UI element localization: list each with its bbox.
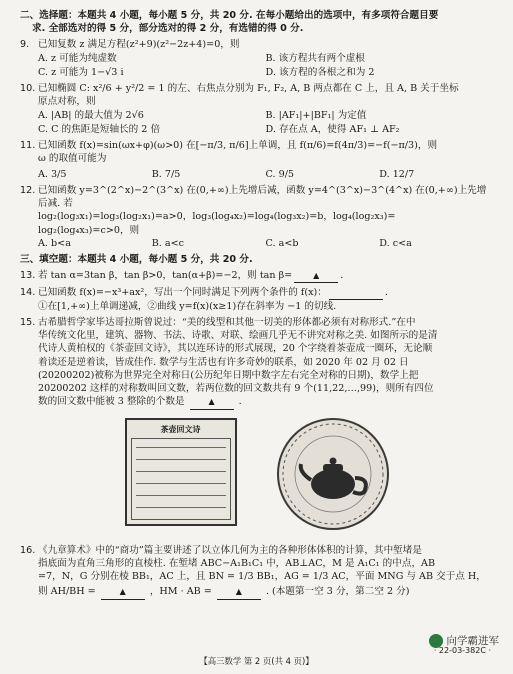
option-d: D. 12/7: [379, 168, 415, 180]
question-15: 15. 古希腊哲学家毕达哥拉斯曾说过：“美的线型和其他一切美的形体都必须有对称形式.”在中 华传统文化里，建筑、器物、书法、诗歌、对联、绘画几乎无不讲究对称之美. 如图所示的是清 代诗人黄柏权的《茶壶回文诗》，其以连环诗的形式展现，20 个字绕着茶壶成一圈环，无论顺 着读还是逆着读，皆成佳作. 数学与生活也有许多奇妙的联系，如 2020 年 02 月 02 日 (20200202)被称为世界完全对称日(公历纪年日期中数字左右完全对称的日期)，数学上把 20200202 这样的对称数叫回文数，若两位数的回文数共有 9 个(11,22,…,99)，则所有四位 数的回文数中能被 3 整除的个数是 ▲ .: [20, 316, 493, 410]
question-11: 11. 已知函数 f(x)=sin(ωx+φ)(ω>0) 在[−π/3, π/6]上单调，且 f(π/6)=f(4π/3)=−f(−π/3)，则 ω 的取值可能为 A. 3/5 B. 7/5 C. 9/5 D. 12/7: [20, 139, 493, 181]
option-a: A. |AB| 的最大值为 2√6: [38, 109, 144, 121]
question-10: 10. 已知椭圆 C: x²/6 + y²/2 = 1 的左、右焦点分别为 F₁, F₂, A, B 两点都在 C 上，且 A, B 关于坐标 原点对称，则 A. |AB| 的最大值为 2√6 B. |AF₁|+|BF₁| 为定值 C. C 的焦距是短轴长的 2 倍 D. 存在点 A，使得 AF₁ ⊥ AF₂: [20, 82, 493, 136]
question-16: 16. 《九章算术》中的“商功”篇主要讲述了以立体几何为主的各种形体体积的计算，其中堑堵是 指底面为直角三角形的直棱柱. 在堑堵 ABC−A₁B₁C₁ 中，AB⊥AC，M 是 A₁C₁ 的中点，AB =7，N，G 分别在棱 BB₁，AC 上，且 BN = 1/3 BB₁，AG = 1/3 AC，平面 MNG 与 AB 交于点 H， 则 AH/BH = ▲ ，HM · AB = ▲ . (本题第一空 3 分，第二空 2 分): [20, 544, 493, 600]
option-d: D. 存在点 A，使得 AF₁ ⊥ AF₂: [265, 123, 400, 135]
question-12: 12. 已知函数 y=3^(2^x)−2^(3^x) 在(0,+∞)上先增后减，函数 y=4^(3^x)−3^(4^x) 在(0,+∞)上先增后减. 若 log₂(log₃x₁)=log₃(log₂x₁)=a>0，log₃(log₄x₂)=log₄(log₃x₂)=b，log₄(log₂x₃)= log₂(log₄x₃)=c>0，则 A. b<a B. a<c C. a<b D. c<a: [20, 184, 493, 250]
teapot-poem-image: [277, 418, 389, 530]
paper-code: · 22-03-382C ·: [433, 645, 491, 655]
marker-icon: ▲: [313, 271, 320, 281]
section-3-header: 三、填空题：本题共 4 小题，每小题 5 分，共 20 分.: [20, 253, 253, 265]
answer-blank[interactable]: [329, 286, 383, 299]
poster-text-block: [131, 438, 231, 520]
answer-blank[interactable]: [294, 269, 338, 283]
option-a: A. 3/5: [38, 168, 67, 180]
marker-icon: ▲: [208, 397, 215, 407]
watermark: 向学霸进军: [429, 634, 500, 648]
option-b: B. 7/5: [151, 168, 181, 180]
poem-poster-image: 茶壶回文诗: [125, 418, 237, 526]
option-b: B. a<c: [151, 237, 185, 249]
section-2-header: 二、选择题：本题共 4 小题，每小题 5 分，共 20 分. 在每小题给出的选项中，有多项符合题目要 求. 全部选对的得 5 分，部分选对的得 2 分，有选错的得 0 分.: [20, 10, 439, 35]
option-c: C. z 可能为 1−√3 i: [38, 66, 124, 78]
figure-row: [20, 418, 493, 530]
answer-blank-2[interactable]: [217, 585, 261, 599]
marker-icon: ▲: [235, 587, 242, 597]
option-a: A. z 可能为纯虚数: [38, 52, 117, 64]
teapot-icon: [279, 420, 387, 528]
question-14: 14. 已知函数 f(x)=−x³+ax²，写出一个同时满足下列两个条件的 f(x)： . ①在[1,+∞)上单调递减，②曲线 y=f(x)(x≥1)存在斜率为 −1 的切线.: [20, 287, 388, 312]
question-9: 9. 已知复数 z 满足方程(z²+9)(z²−2z+4)=0，则 A. z 可能为纯虚数 B. 该方程共有两个虚根 C. z 可能为 1−√3 i D. 该方程的各根之和为 2: [20, 38, 493, 79]
marker-icon: ▲: [119, 587, 126, 597]
answer-blank[interactable]: [190, 395, 234, 409]
option-c: C. a<b: [265, 237, 299, 249]
page-footer: 【高三数学 第 2 页(共 4 页)】: [199, 656, 314, 667]
option-c: C. C 的焦距是短轴长的 2 倍: [38, 123, 161, 135]
option-b: B. 该方程共有两个虚根: [265, 52, 365, 64]
option-a: A. b<a: [38, 237, 71, 249]
question-13: 13. 若 tan α=3tan β，tan β>0，tan(α+β)=−2，则 tan β= ▲ .: [20, 269, 493, 283]
option-b: B. |AF₁|+|BF₁| 为定值: [265, 109, 367, 121]
option-d: D. c<a: [379, 237, 412, 249]
option-d: D. 该方程的各根之和为 2: [265, 66, 375, 78]
option-c: C. 9/5: [265, 168, 295, 180]
answer-blank-1[interactable]: [101, 585, 145, 599]
